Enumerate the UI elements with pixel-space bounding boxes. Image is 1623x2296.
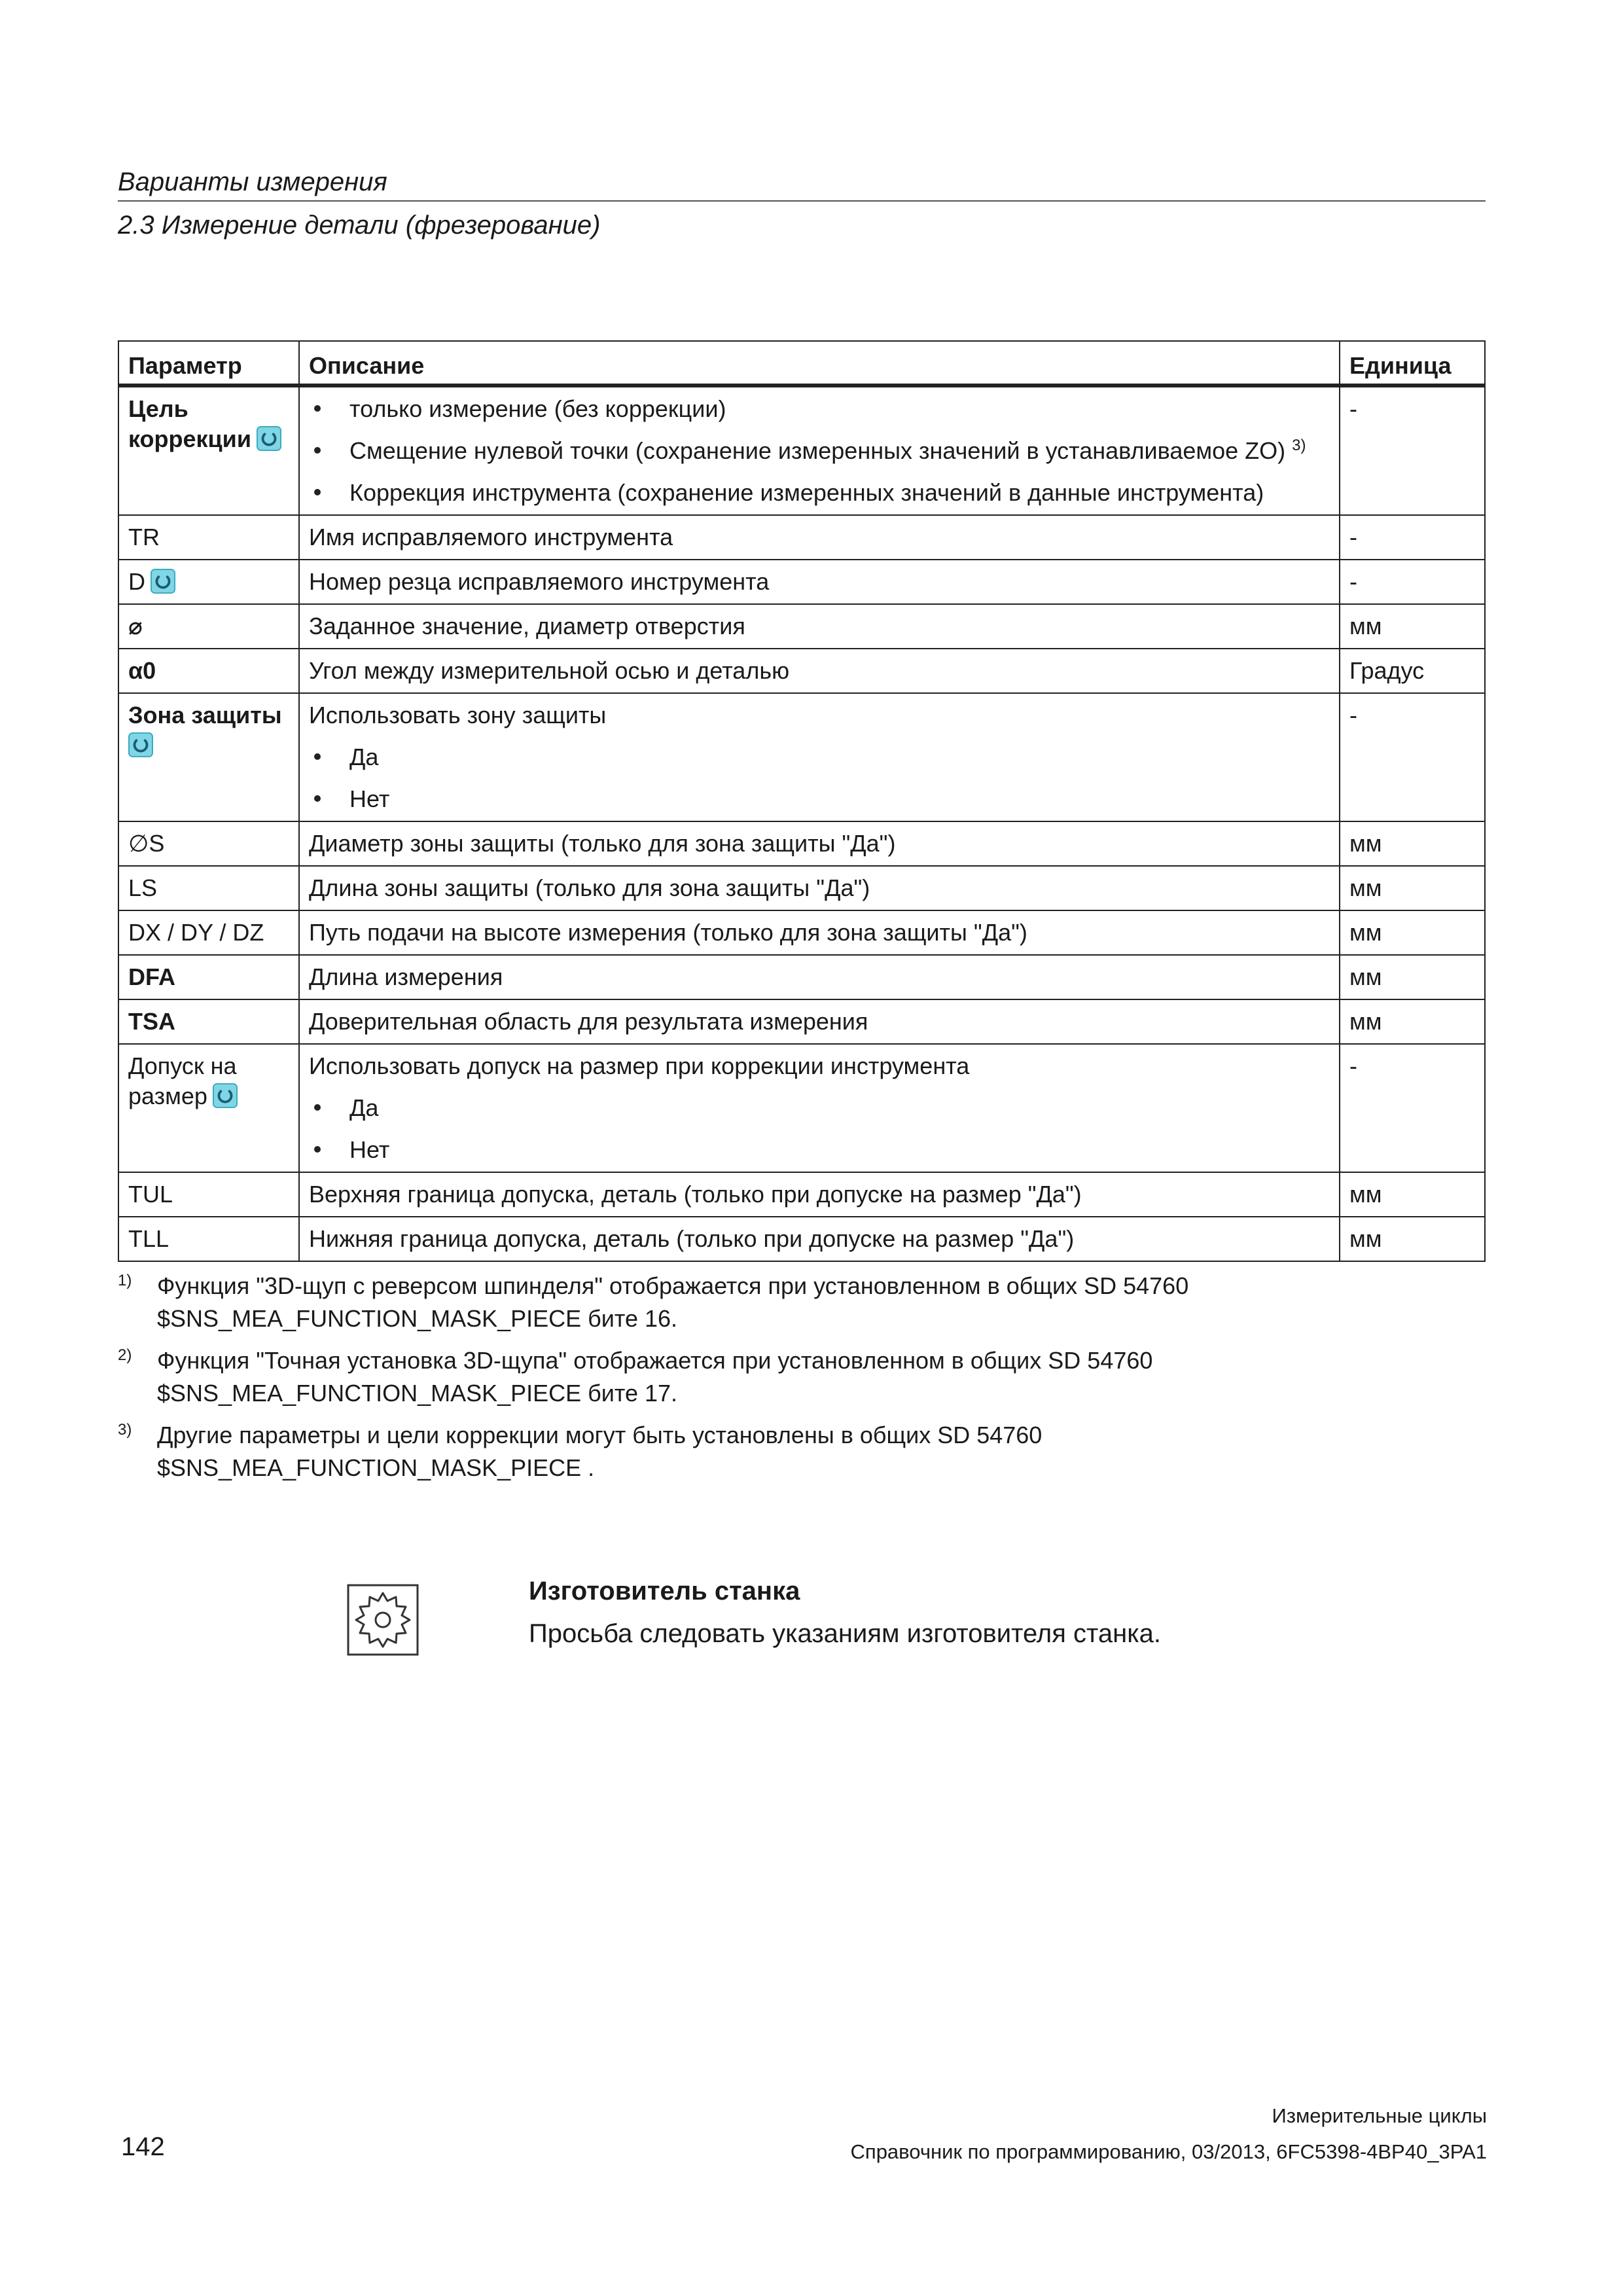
bullet-list (309, 394, 1330, 508)
unit-cell: - (1340, 560, 1485, 604)
bullet-list (309, 1093, 1330, 1165)
param-cell: DX / DY / DZ (118, 910, 299, 955)
section-title: Варианты измерения (118, 168, 387, 196)
param-cell: ⌀ (118, 604, 299, 649)
table-header-row (118, 341, 1485, 386)
toggle-icon (213, 1083, 238, 1108)
list-item: Нет (309, 1135, 1330, 1165)
footnote-mark: 2) (118, 1346, 132, 1364)
table-row (118, 1217, 1485, 1261)
table-row (118, 955, 1485, 999)
unit-cell: мм (1340, 1172, 1485, 1217)
param-icon-line (128, 730, 289, 761)
desc-cell: Длина измерения (299, 955, 1340, 999)
footnote-text-line2: $SNS_MEA_FUNCTION_MASK_PIECE бите 17. (157, 1380, 678, 1407)
desc-cell (299, 1044, 1340, 1172)
param-cell: TR (118, 515, 299, 560)
footer-book-title: Измерительные циклы (1272, 2104, 1487, 2127)
header-param: Параметр (118, 341, 299, 386)
unit-cell: мм (1340, 999, 1485, 1044)
footnote-ref: 3) (1292, 437, 1306, 454)
desc-cell: Заданное значение, диаметр отверстия (299, 604, 1340, 649)
list-item: Да (309, 742, 1330, 772)
table-row (118, 821, 1485, 866)
unit-cell: мм (1340, 910, 1485, 955)
unit-cell: - (1340, 693, 1485, 821)
table-row (118, 1044, 1485, 1172)
desc-cell: Диаметр зоны защиты (только для зона защиты "Да") (299, 821, 1340, 866)
unit-cell: - (1340, 386, 1485, 515)
desc-cell: Имя исправляемого инструмента (299, 515, 1340, 560)
unit-cell: мм (1340, 604, 1485, 649)
parameter-table (118, 340, 1486, 1262)
header-desc: Описание (299, 341, 1340, 386)
footnote-text-line2: $SNS_MEA_FUNCTION_MASK_PIECE . (157, 1454, 595, 1481)
param-label: Допуск на (128, 1052, 237, 1079)
footnote-mark: 3) (118, 1421, 132, 1439)
unit-cell: мм (1340, 955, 1485, 999)
footnote-text: Функция "3D-щуп с реверсом шпинделя" отображается при установленном в общих SD 54760 (157, 1272, 1189, 1299)
table-row (118, 515, 1485, 560)
param-label-line2: коррекции (128, 424, 289, 454)
note-text: Просьба следовать указаниям изготовителя станка. (529, 1619, 1161, 1648)
footer-reference: Справочник по программированию, 03/2013, 6FC5398-4BP40_3PA1 (850, 2140, 1487, 2163)
footnotes (118, 1270, 1486, 1494)
page-number: 142 (121, 2132, 165, 2161)
gear-icon (347, 1584, 419, 1656)
unit-cell: мм (1340, 866, 1485, 910)
table-row (118, 693, 1485, 821)
note-title: Изготовитель станка (529, 1577, 800, 1605)
unit-cell: Градус (1340, 649, 1485, 693)
param-cell: TLL (118, 1217, 299, 1261)
toggle-icon (151, 569, 175, 594)
param-cell: α0 (118, 649, 299, 693)
param-cell: TSA (118, 999, 299, 1044)
desc-cell (299, 693, 1340, 821)
param-cell: DFA (118, 955, 299, 999)
desc-cell (299, 386, 1340, 515)
table-row (118, 866, 1485, 910)
param-cell (118, 693, 299, 821)
table-row (118, 386, 1485, 515)
table-row (118, 649, 1485, 693)
subsection-title: 2.3 Измерение детали (фрезерование) (118, 211, 601, 240)
desc-cell: Нижняя граница допуска, деталь (только при допуске на размер "Да") (299, 1217, 1340, 1261)
list-item: Да (309, 1093, 1330, 1123)
param-label: Зона защиты (128, 702, 282, 728)
unit-cell: - (1340, 515, 1485, 560)
bullet-list (309, 742, 1330, 814)
table-row (118, 1172, 1485, 1217)
desc-cell: Номер резца исправляемого инструмента (299, 560, 1340, 604)
param-label: Цель (128, 395, 188, 422)
unit-cell: мм (1340, 1217, 1485, 1261)
list-item: Коррекция инструмента (сохранение измеренных значений в данные инструмента) (309, 478, 1330, 508)
table-row (118, 910, 1485, 955)
table-row (118, 560, 1485, 604)
param-cell (118, 386, 299, 515)
list-item: Смещение нулевой точки (сохранение измеренных значений в устанавливаемое ZO) $^{3)}$ (309, 436, 1330, 466)
header-unit: Единица (1340, 341, 1485, 386)
unit-cell: мм (1340, 821, 1485, 866)
footnote-mark: 1) (118, 1272, 132, 1289)
param-cell: TUL (118, 1172, 299, 1217)
footnote-text: Функция "Точная установка 3D-щупа" отображается при установленном в общих SD 54760 (157, 1347, 1153, 1374)
unit-cell: - (1340, 1044, 1485, 1172)
header-rule (118, 200, 1486, 202)
param-cell: ∅S (118, 821, 299, 866)
param-cell (118, 1044, 299, 1172)
footnote (118, 1419, 1486, 1484)
page-header (118, 165, 1486, 242)
table-row (118, 999, 1485, 1044)
desc-text: Использовать зону защиты (309, 702, 607, 728)
param-cell: LS (118, 866, 299, 910)
footnote-text-line2: $SNS_MEA_FUNCTION_MASK_PIECE бите 16. (157, 1305, 678, 1332)
desc-cell: Верхняя граница допуска, деталь (только при допуске на размер "Да") (299, 1172, 1340, 1217)
desc-cell: Угол между измерительной осью и деталью (299, 649, 1340, 693)
footnote (118, 1344, 1486, 1410)
list-item: только измерение (без коррекции) (309, 394, 1330, 424)
list-item: Нет (309, 784, 1330, 814)
table-row (118, 604, 1485, 649)
param-label-line2: размер (128, 1081, 289, 1111)
footnote (118, 1270, 1486, 1335)
footnote-text: Другие параметры и цели коррекции могут быть установлены в общих SD 54760 (157, 1422, 1043, 1448)
param-cell: D (118, 560, 299, 604)
toggle-icon (257, 426, 281, 451)
desc-cell: Путь подачи на высоте измерения (только для зона защиты "Да") (299, 910, 1340, 955)
toggle-icon (128, 732, 153, 757)
desc-text: Использовать допуск на размер при коррекции инструмента (309, 1052, 970, 1079)
desc-cell: Длина зоны защиты (только для зона защиты "Да") (299, 866, 1340, 910)
desc-cell: Доверительная область для результата измерения (299, 999, 1340, 1044)
